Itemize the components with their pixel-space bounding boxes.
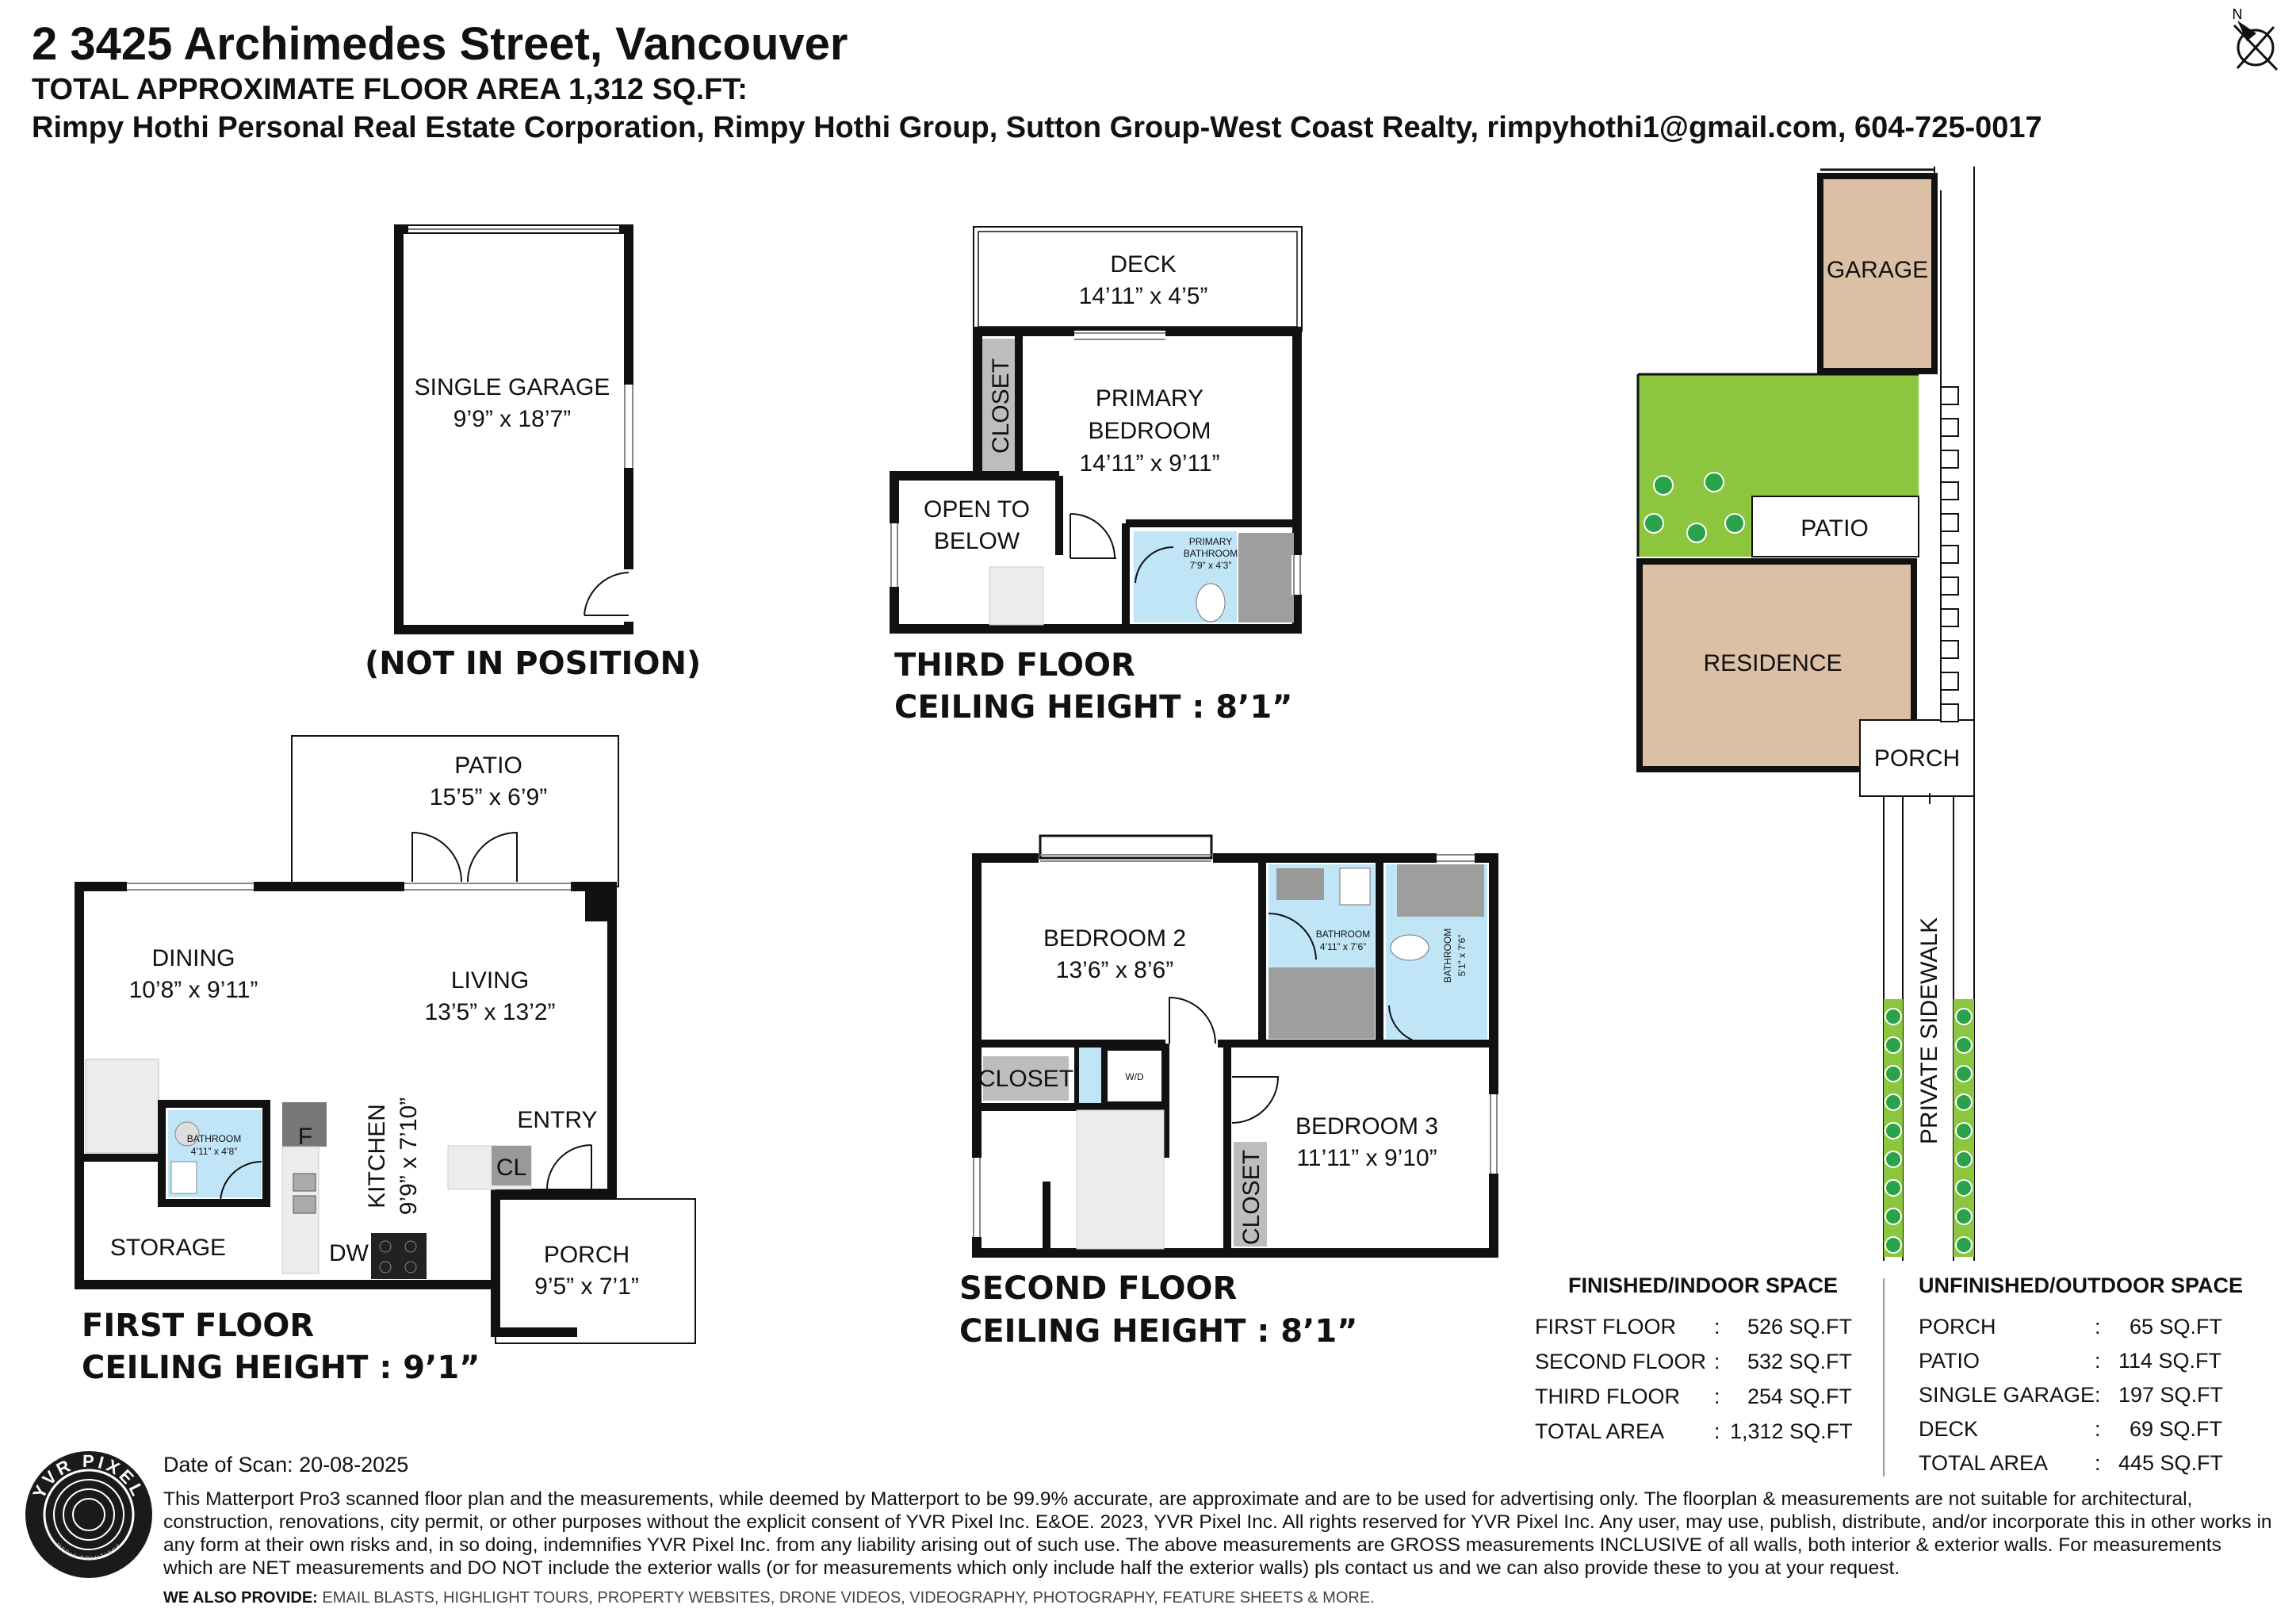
fence-posts bbox=[1941, 387, 1958, 722]
storage-label: STORAGE bbox=[109, 1235, 227, 1261]
garage-note: (NOT IN POSITION) bbox=[365, 645, 702, 682]
first-floor-plan bbox=[79, 736, 695, 1386]
also-provide bbox=[163, 1589, 1375, 1607]
second-closet1-label: CLOSET bbox=[978, 1066, 1074, 1092]
hedge-icon bbox=[1956, 1151, 1972, 1167]
compass-icon bbox=[2233, 6, 2278, 70]
site-plan bbox=[1638, 167, 1974, 1261]
listing-address: 2 3425 Archimedes Street, Vancouver bbox=[32, 18, 848, 70]
patio-label: PATIO bbox=[454, 753, 522, 779]
hedge-icon bbox=[1885, 1151, 1901, 1167]
hedge-icon bbox=[1956, 1009, 1972, 1025]
garage-plan bbox=[365, 229, 701, 682]
fence-post bbox=[1941, 546, 1958, 563]
fence-post bbox=[1941, 641, 1958, 658]
bath1-label: BATHROOM bbox=[1315, 929, 1371, 940]
entry-label: ENTRY bbox=[517, 1107, 598, 1133]
porch-label: PORCH bbox=[543, 1242, 630, 1268]
hedge-icon bbox=[1885, 1237, 1901, 1253]
fence-post bbox=[1941, 482, 1958, 500]
garage-label: SINGLE GARAGE bbox=[414, 374, 610, 400]
closet-cl-label: CL bbox=[496, 1155, 527, 1181]
primary-bedroom-label-1: PRIMARY bbox=[1095, 385, 1204, 412]
primary-bath-dims: 7’9” x 4’3” bbox=[1189, 560, 1232, 571]
third-closet-label: CLOSET bbox=[988, 358, 1014, 454]
fence-post bbox=[1941, 514, 1958, 531]
primary-bath-label-1: PRIMARY bbox=[1188, 536, 1233, 547]
open-to-below-1: OPEN TO bbox=[924, 496, 1030, 523]
hedge-icon bbox=[1956, 1094, 1972, 1110]
primary-bath-label-2: BATHROOM bbox=[1183, 548, 1238, 559]
hedge-icon bbox=[1956, 1180, 1972, 1196]
unfinished-space-table: UNFINISHED/OUTDOOR SPACE PORCH : 65 SQ.FT PATIO : 114 SQ.FT SINGLE GARAGE : 197 SQ.FT DECK : 69 SQ.FT TOTAL AREA : 445 SQ.FT bbox=[1919, 1274, 2244, 1475]
kitchen-dims: 9’9” x 7’10” bbox=[396, 1097, 422, 1216]
hedge-icon bbox=[1956, 1066, 1972, 1082]
dining-dims: 10’8” x 9’11” bbox=[128, 977, 258, 1003]
third-floor-plan bbox=[891, 227, 1302, 726]
total-floor-area: TOTAL APPROXIMATE FLOOR AREA 1,312 SQ.FT: bbox=[32, 73, 748, 106]
scan-date: Date of Scan: 20-08-2025 bbox=[163, 1453, 409, 1477]
hedge-icon bbox=[1885, 1208, 1901, 1224]
also-provide-list: EMAIL BLASTS, HIGHLIGHT TOURS, PROPERTY WEBSITES, DRONE VIDEOS, VIDEOGRAPHY, PHOTOGRAPHY, FEATURE SHEETS & MORE. bbox=[317, 1589, 1375, 1607]
site-patio-label: PATIO bbox=[1800, 515, 1869, 542]
fence-post bbox=[1941, 450, 1958, 468]
compass-label: N bbox=[2232, 6, 2243, 22]
washer-dryer-label: W/D bbox=[1125, 1071, 1144, 1082]
fence-post bbox=[1941, 704, 1958, 722]
primary-bedroom-dims: 14’11” x 9’11” bbox=[1079, 450, 1220, 477]
second-floor-plan bbox=[959, 836, 1497, 1350]
garage-dims: 9’9” x 18’7” bbox=[453, 406, 572, 432]
bath1-dims: 4’11” x 7’6” bbox=[1319, 941, 1367, 952]
disclaimer: This Matterport Pro3 scanned floor plan and the measurements, while deemed by Matterport to be 99.9% accurate, are approximate and are to be used for advertising only. The floorplan & measurements are not suitable for architectural, construction, renovations, city permit, or other purposes without the explicit consent of YVR Pixel Inc. E&OE. 2023, YVR Pixel Inc. All rights reserved for YVR Pixel Inc. Any user, may use, publish, distribute, and/or incorporate this in other works in any form at their own risks and, in so doing, indemnifies YVR Pixel Inc. from any liability arising out of such use. The above measurements are GROSS measurements INCLUSIVE of all walls, both interior & exterior walls. For measurements which are NET measurements and DO NOT include the exterior walls (or for measurements which only include half the exterior walls) pls contact us and we can also provide these to you at your request. bbox=[163, 1488, 2272, 1579]
dishwasher-label: DW bbox=[329, 1240, 369, 1266]
open-to-below-2: BELOW bbox=[933, 528, 1020, 554]
second-floor-ceiling: CEILING HEIGHT : 8’1” bbox=[959, 1313, 1358, 1350]
agent-info: Rimpy Hothi Personal Real Estate Corporation, Rimpy Hothi Group, Sutton Group-West Coast Realty, rimpyhothi1@gmail.com, 604-725-0017 bbox=[32, 111, 2042, 144]
hedge-icon bbox=[1885, 1180, 1901, 1196]
yvr-pixel-logo bbox=[25, 1451, 152, 1578]
kitchen-label: KITCHEN bbox=[364, 1104, 390, 1208]
logo-subtext: MEDIA SOLUTIONS bbox=[54, 1542, 124, 1562]
fence-post bbox=[1941, 672, 1958, 690]
living-dims: 13’5” x 13’2” bbox=[424, 999, 556, 1025]
also-provide-label: WE ALSO PROVIDE: bbox=[163, 1589, 318, 1607]
fence-post bbox=[1941, 577, 1958, 595]
dining-label: DINING bbox=[151, 945, 235, 971]
third-floor-ceiling: CEILING HEIGHT : 8’1” bbox=[894, 689, 1293, 726]
hedge-icon bbox=[1885, 1066, 1901, 1082]
porch-dims: 9’5” x 7’1” bbox=[534, 1274, 639, 1300]
fence-post bbox=[1941, 387, 1958, 404]
first-floor-ceiling: CEILING HEIGHT : 9’1” bbox=[82, 1350, 480, 1386]
first-bath-label: BATHROOM bbox=[186, 1133, 242, 1144]
primary-bedroom-label-2: BEDROOM bbox=[1088, 418, 1211, 444]
hedge-icon bbox=[1956, 1123, 1972, 1139]
fence-post bbox=[1941, 419, 1958, 436]
hedge-icon bbox=[1956, 1237, 1972, 1253]
living-label: LIVING bbox=[450, 967, 530, 994]
residence-label: RESIDENCE bbox=[1703, 650, 1843, 676]
third-floor-title: THIRD FLOOR bbox=[894, 647, 1135, 684]
site-porch-label: PORCH bbox=[1873, 745, 1961, 772]
hedge-icon bbox=[1885, 1094, 1901, 1110]
bath2-dims: 5’1” x 7’6” bbox=[1456, 934, 1468, 977]
bedroom3-dims: 11’11” x 9’10” bbox=[1296, 1145, 1437, 1171]
bath2-label: BATHROOM bbox=[1442, 928, 1453, 983]
hedge-icon bbox=[1885, 1123, 1901, 1139]
bedroom2-label: BEDROOM 2 bbox=[1043, 925, 1187, 952]
second-floor-title: SECOND FLOOR bbox=[959, 1270, 1238, 1307]
hedge-icon bbox=[1885, 1037, 1901, 1053]
deck-label: DECK bbox=[1110, 251, 1177, 278]
unfinished-heading: UNFINISHED/OUTDOOR SPACE bbox=[1919, 1274, 2244, 1297]
site-garage-label: GARAGE bbox=[1826, 257, 1929, 283]
first-bath-dims: 4’11” x 4’8” bbox=[190, 1146, 238, 1157]
hedge-icon bbox=[1956, 1037, 1972, 1053]
second-closet2-label: CLOSET bbox=[1238, 1149, 1265, 1246]
hedge-icon bbox=[1956, 1208, 1972, 1224]
fridge-label: F bbox=[297, 1124, 313, 1150]
hedge-icon bbox=[1885, 1009, 1901, 1025]
fence-post bbox=[1941, 609, 1958, 626]
bedroom3-label: BEDROOM 3 bbox=[1295, 1113, 1439, 1139]
deck-dims: 14’11” x 4’5” bbox=[1078, 283, 1208, 309]
first-floor-title: FIRST FLOOR bbox=[82, 1308, 315, 1344]
patio-dims: 15’5” x 6’9” bbox=[429, 784, 548, 810]
finished-space-table: FINISHED/INDOOR SPACE FIRST FLOOR : 526 SQ.FT SECOND FLOOR : 532 SQ.FT THIRD FLOOR : 254 SQ.FT TOTAL AREA : 1,312 SQ.FT bbox=[1535, 1274, 1853, 1443]
finished-heading: FINISHED/INDOOR SPACE bbox=[1568, 1274, 1839, 1297]
private-sidewalk-label: PRIVATE SIDEWALK bbox=[1916, 917, 1942, 1145]
logo-text: YVR PIXEL bbox=[29, 1450, 149, 1502]
bedroom2-dims: 13’6” x 8’6” bbox=[1055, 957, 1174, 983]
